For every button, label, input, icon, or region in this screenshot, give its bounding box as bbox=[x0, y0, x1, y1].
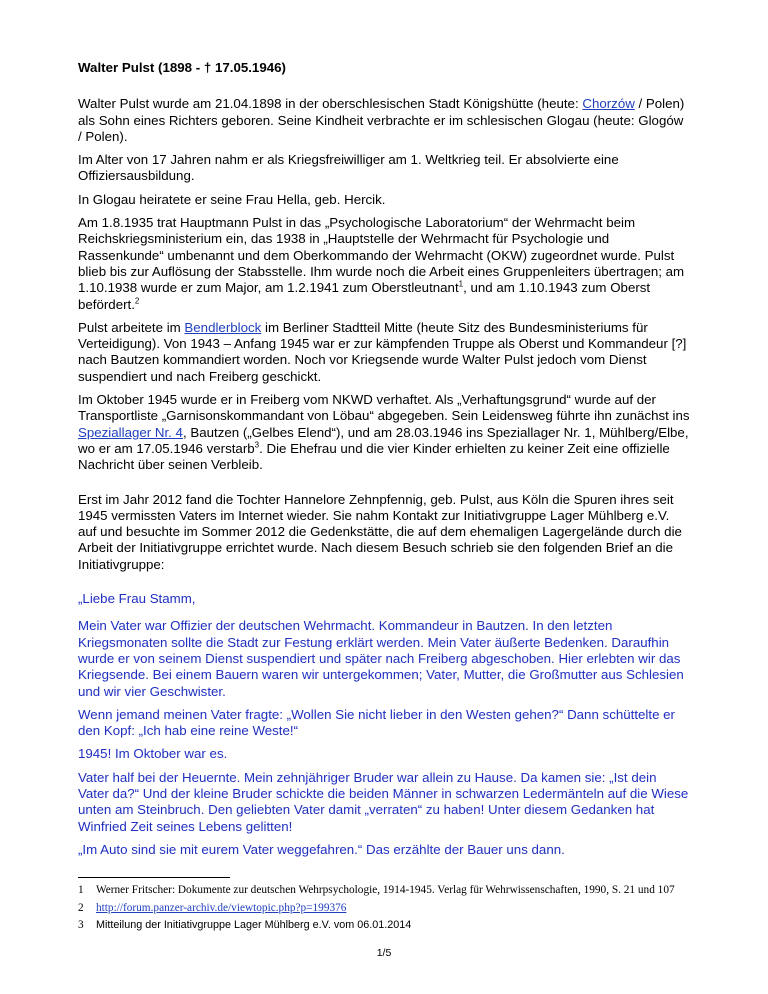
paragraph-birth bbox=[78, 96, 690, 145]
letter-paragraph-4: Vater half bei der Heuernte. Mein zehnjähriger Bruder war allein zu Hause. Da kamen sie: „Ist dein Vater da?“ Und der kleine Bruder schickte die beiden Männer in schwarzen Ledermänteln auf die Wiese unten am Steinbruch. Den geliebten Vater damit „verraten“ zu haben! Unter diesem Gedanken hat Winfried Zeit seines Lebens gelitten! bbox=[78, 769, 689, 834]
text-span: / Polen) als Sohn eines Richters geboren. Seine Kindheit verbrachte er im schlesischen Glogau (heute: Glogów / Polen). bbox=[78, 96, 685, 144]
paragraph-war: Im Alter von 17 Jahren nahm er als Kriegsfreiwilliger am 1. Weltkrieg teil. Er absolvierte eine Offiziersausbildung. bbox=[78, 152, 619, 184]
footnote-ref-1[interactable]: 1 bbox=[458, 279, 464, 289]
text-span: , und am 1.10.1943 zum Oberst befördert. bbox=[78, 280, 651, 312]
document-body bbox=[78, 60, 690, 865]
text-span: im Berliner Stadtteil Mitte (heute Sitz des Bundesministeriums für Verteidigung). Von 1943 – Anfang 1945 war er zur kämpfenden Truppe als Oberst und Kommandeur [?] nach Bautzen kommandiert worden. Noch vor Kriegsende wurde Walter Pulst jedoch vom Dienst suspendiert und nach Freiberg geschickt. bbox=[78, 319, 687, 384]
footnote-ref-3[interactable]: 3 bbox=[254, 440, 260, 450]
footnote-link[interactable]: http://forum.panzer-archiv.de/viewtopic.php?p=199376 bbox=[96, 901, 347, 914]
footnote-number: 2 bbox=[78, 901, 84, 914]
footnote-3 bbox=[78, 919, 690, 933]
paragraph-daughter: Erst im Jahr 2012 fand die Tochter Hannelore Zehnpfennig, geb. Pulst, aus Köln die Spuren ihres seit 1945 vermissten Vaters im Internet wieder. Sie nahm Kontakt zur Initiativgruppe Lager Mühlberg e.V. auf und besuchte im Sommer 2012 die Gedenkstätte, die auf dem ehemaligen Lagergelände durch die Arbeit der Initiativgruppe errichtet wurde. Nach diesem Besuch schrieb sie den folgenden Brief an die Initiativgruppe: bbox=[78, 491, 682, 572]
paragraph-marriage: In Glogau heiratete er seine Frau Hella, geb. Hercik. bbox=[78, 191, 386, 207]
footnote-divider bbox=[78, 877, 230, 878]
text-span: Pulst arbeitete im bbox=[78, 319, 185, 335]
paragraph-arrest bbox=[78, 392, 690, 473]
letter-paragraph-2: Wenn jemand meinen Vater fragte: „Wollen Sie nicht lieber in den Westen gehen?“ Dann schüttelte er den Kopf: „Ich hab eine reine Weste!“ bbox=[78, 706, 675, 739]
paragraph-career bbox=[78, 215, 690, 313]
document-title: Walter Pulst (1898 - † 17.05.1946) bbox=[78, 60, 286, 75]
footnote-ref-2[interactable]: 2 bbox=[134, 296, 140, 306]
text-span: Am 1.8.1935 trat Hauptmann Pulst in das „Psychologische Laboratorium“ der Wehrmacht beim Reichskriegsministerium ein, das 1938 in „Hauptstelle der Wehrmacht für Psychologie und Rassenkunde“ umbenannt und dem Oberkommando der Wehrmacht (OKW) zugeordnet wurde. Pulst blieb bis zur Auflösung der Stabsstelle. Ihm wurde noch die Arbeit eines Gruppenleiters übertragen; am 1.10.1938 wurde er zum Major, am 1.2.1941 zum Oberstleutnant bbox=[78, 215, 685, 296]
paragraph-bendlerblock bbox=[78, 320, 690, 385]
footnote-2 bbox=[78, 902, 690, 916]
footnote-number: 1 bbox=[78, 884, 84, 896]
footnotes bbox=[78, 877, 690, 937]
letter-paragraph-5: „Im Auto sind sie mit eurem Vater weggefahren.“ Das erzählte der Bauer uns dann. bbox=[78, 841, 565, 857]
text-span: Walter Pulst wurde am 21.04.1898 in der oberschlesischen Stadt Königshütte (heute: bbox=[78, 96, 583, 112]
page-number: 1/5 bbox=[376, 947, 392, 959]
text-span: Im Oktober 1945 wurde er in Freiberg vom NKWD verhaftet. Als „Verhaftungsgrund“ wurde auf der Transportliste „Garnisonskommandant von Löbau“ abgegeben. Sein Leidensweg führte ihn zunächst ins bbox=[78, 392, 690, 424]
text-span: , Bautzen („Gelbes Elend“), und am 28.03.1946 ins Speziallager Nr. 1, Mühlberg/Elbe, wo er am 17.05.1946 verstarb bbox=[78, 424, 689, 456]
letter-paragraph-3: 1945! Im Oktober war es. bbox=[78, 746, 228, 762]
link-speziallager-4[interactable]: Speziallager Nr. 4 bbox=[78, 424, 183, 440]
text-span: . Die Ehefrau und die vier Kinder erhielten zu keiner Zeit eine offizielle Nachricht über seinen Verbleib. bbox=[78, 440, 670, 473]
footnote-number: 3 bbox=[78, 919, 84, 931]
footnote-1 bbox=[78, 884, 690, 898]
footnote-text: Mitteilung der Initiativgruppe Lager Mühlberg e.V. vom 06.01.2014 bbox=[96, 919, 412, 931]
letter-salutation: „Liebe Frau Stamm, bbox=[78, 591, 196, 607]
footnote-text: Werner Fritscher: Dokumente zur deutschen Wehrpsychologie, 1914-1945. Verlag für Wehrwissenschaften, 1990, S. 21 und 107 bbox=[96, 884, 675, 896]
link-chorzow[interactable]: Chorzów bbox=[582, 96, 635, 112]
link-bendlerblock[interactable]: Bendlerblock bbox=[184, 319, 262, 335]
letter-paragraph-1: Mein Vater war Offizier der deutschen Wehrmacht. Kommandeur in Bautzen. In den letzten Kriegsmonaten sollte die Stadt zur Festung erklärt werden. Mein Vater äußerte Bedenken. Daraufhin wurde er von seinem Dienst suspendiert und später nach Freiberg abgeschoben. Hier erlebten wir das Kriegsende. Bei einem Bauern waren wir untergekommen; Vater, Mutter, die Großmutter aus Schlesien und wir vier Geschwister. bbox=[78, 618, 684, 699]
